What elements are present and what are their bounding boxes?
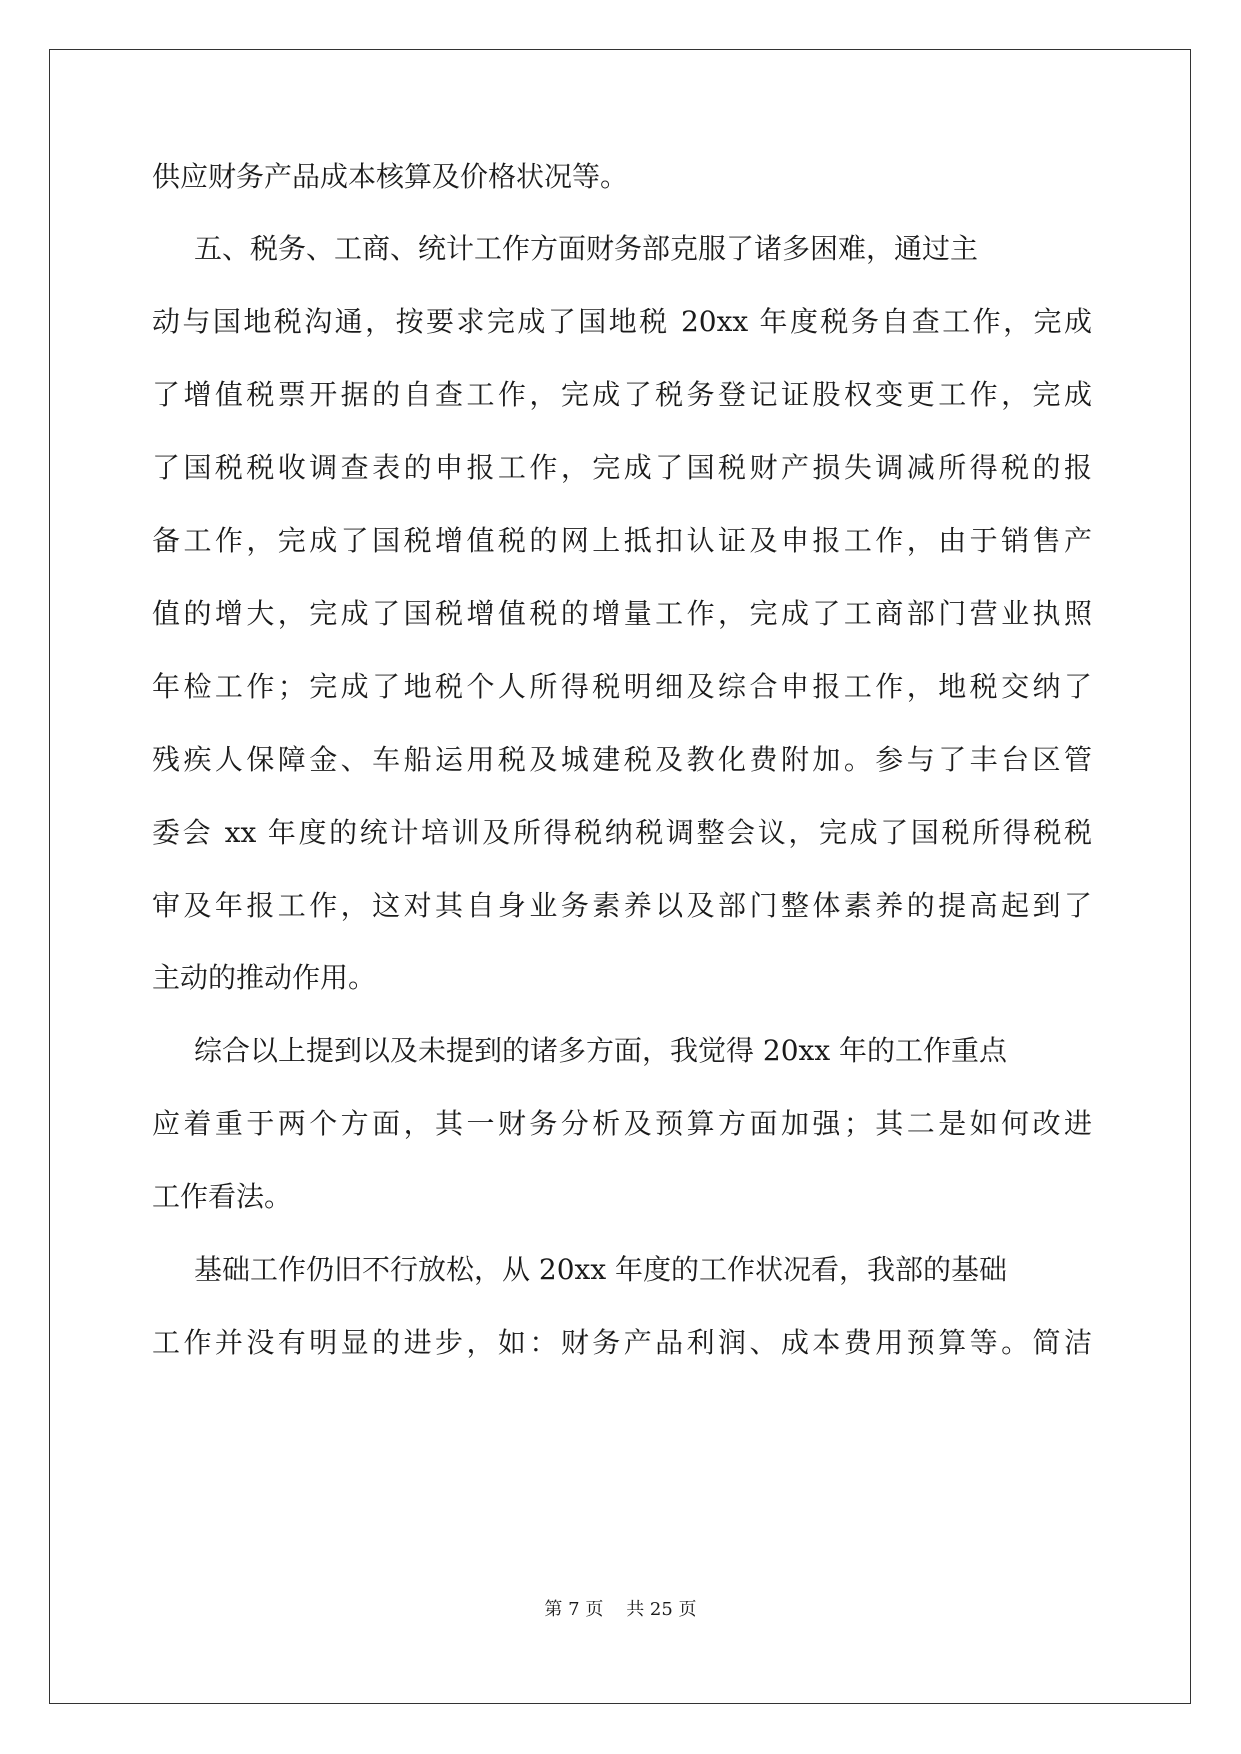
text-line: 委会 xx 年度的统计培训及所得税纳税调整会议，完成了国税所得税税 [152, 816, 1092, 849]
paragraph-first-line: 综合以上提到以及未提到的诸多方面，我觉得 20xx 年的工作重点 [194, 1034, 1008, 1067]
text-line: 备工作，完成了国税增值税的网上抵扣认证及申报工作，由于销售产 [152, 524, 1092, 557]
text-line: 年检工作；完成了地税个人所得税明细及综合申报工作，地税交纳了 [152, 670, 1092, 703]
text-line: 了国税税收调查表的申报工作，完成了国税财产损失调减所得税的报 [152, 451, 1092, 484]
text-line: 工作并没有明显的进步，如：财务产品利润、成本费用预算等。简洁 [152, 1326, 1092, 1359]
text-line: 了增值税票开据的自查工作，完成了税务登记证股权变更工作，完成 [152, 378, 1092, 411]
paragraph-first-line: 五、税务、工商、统计工作方面财务部克服了诸多困难，通过主 [194, 232, 979, 265]
page-border [49, 49, 1191, 1704]
text-line: 工作看法。 [152, 1180, 293, 1213]
text-line: 应着重于两个方面，其一财务分析及预算方面加强；其二是如何改进 [152, 1107, 1092, 1140]
text-line: 残疾人保障金、车船运用税及城建税及教化费附加。参与了丰台区管 [152, 743, 1092, 776]
text-line: 主动的推动作用。 [152, 961, 377, 994]
text-line: 供应财务产品成本核算及价格状况等。 [152, 160, 629, 193]
page-number-footer: 第 7 页 共 25 页 [544, 1599, 697, 1620]
text-line: 值的增大，完成了国税增值税的增量工作，完成了工商部门营业执照 [152, 597, 1092, 630]
paragraph-first-line: 基础工作仍旧不行放松，从 20xx 年度的工作状况看，我部的基础 [194, 1253, 1008, 1286]
text-line: 审及年报工作，这对其自身业务素养以及部门整体素养的提高起到了 [152, 889, 1092, 922]
text-line: 动与国地税沟通，按要求完成了国地税 20xx 年度税务自查工作，完成 [152, 305, 1092, 338]
